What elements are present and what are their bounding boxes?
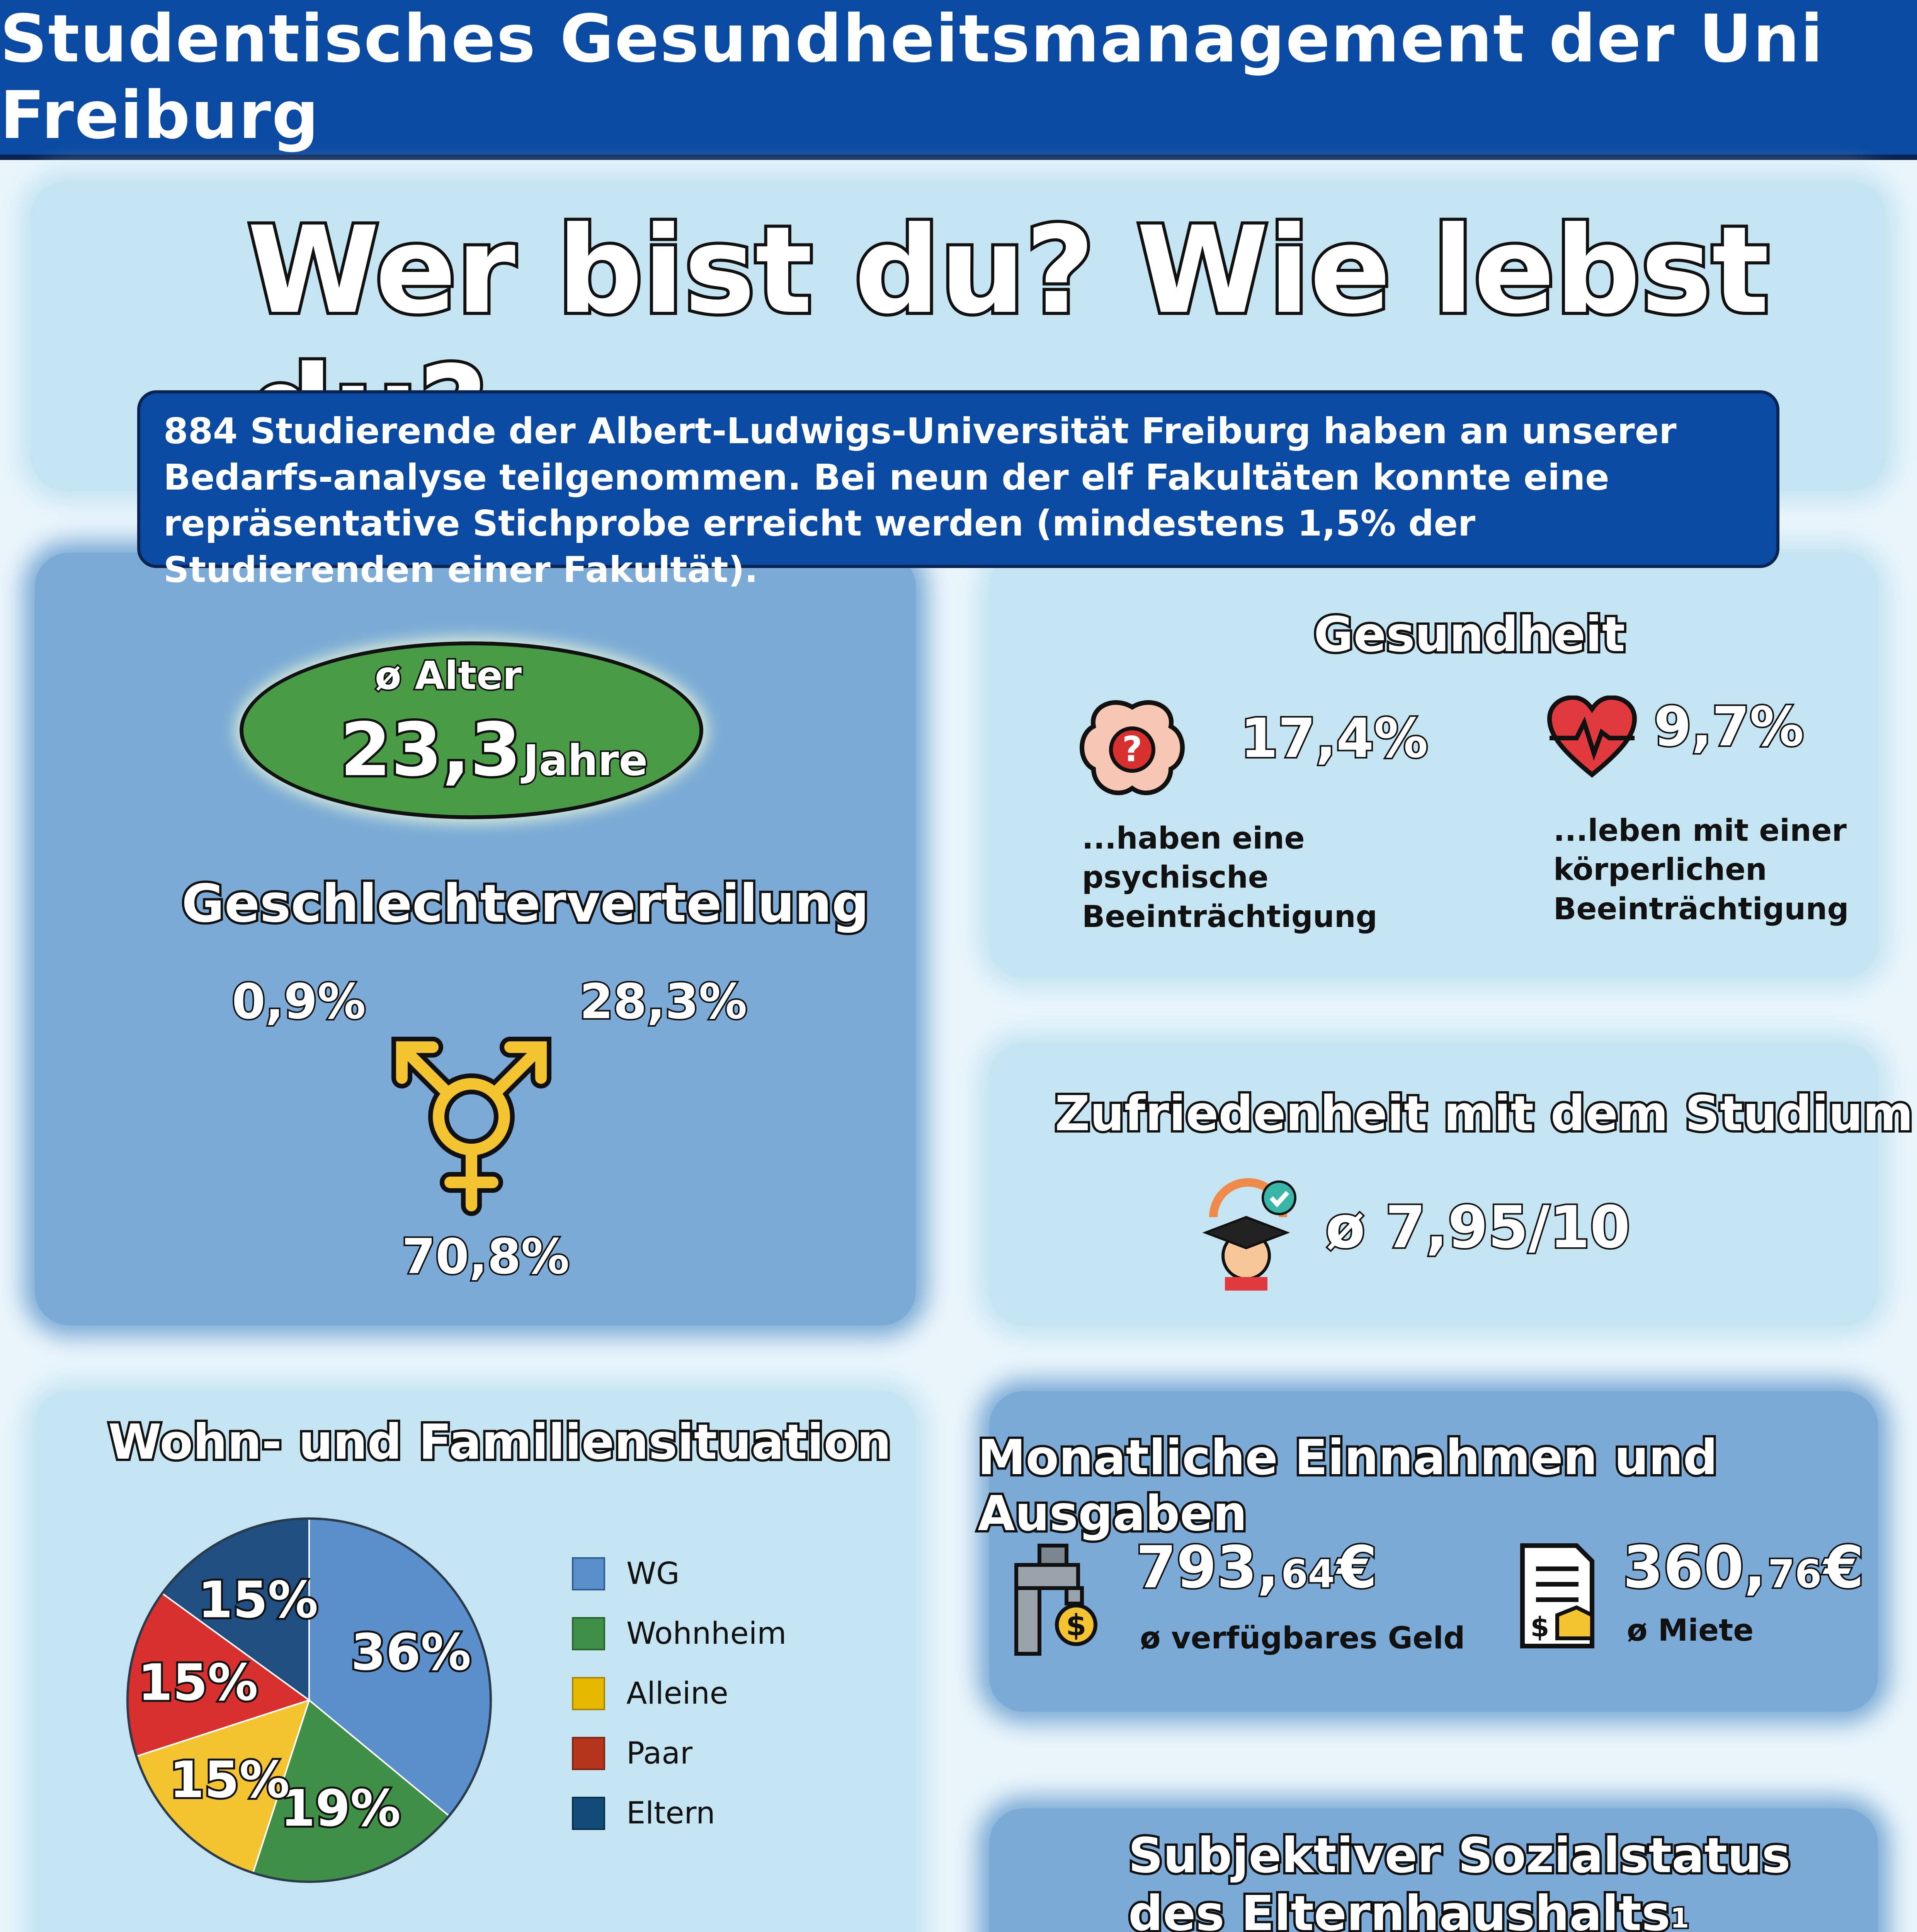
health-title: Gesundheit (1314, 607, 1625, 663)
brain-icon (1074, 696, 1190, 804)
social-title-2: des Elternhaushalts (1128, 1886, 1670, 1932)
legend-swatch (572, 1797, 605, 1830)
money-value-row (1136, 1534, 1377, 1601)
social-title-2-row (1128, 1886, 1689, 1932)
pie-label-alleine: 15% (169, 1750, 290, 1810)
header-bar (0, 0, 1917, 160)
health-psychic-label: ...haben eine psychische Beeinträchtigung (1082, 821, 1378, 934)
pie-label-eltern: 15% (198, 1570, 318, 1629)
housing-pie-chart (116, 1507, 502, 1893)
rent-label: ø Miete (1627, 1613, 1754, 1648)
health-physical-label: ...leben mit einer körperlichen Beeinträchtigung (1553, 813, 1849, 927)
social-title-1: Subjektiver Sozialstatus (1128, 1828, 1791, 1884)
rent-document-icon (1515, 1542, 1600, 1650)
pie-label-wg: 36% (351, 1622, 471, 1682)
satisfaction-value: ø 7,95/10 (1325, 1194, 1630, 1261)
money-cents: 64 (1281, 1551, 1335, 1597)
housing-legend (572, 1544, 786, 1843)
age-unit: Jahre (523, 736, 648, 785)
satisfaction-title: Zufriedenheit mit dem Studium (1055, 1086, 1914, 1142)
legend-label-paar: Paar (626, 1736, 693, 1771)
rent-value-row (1623, 1534, 1864, 1601)
gender-title: Geschlechterverteilung (182, 873, 869, 934)
money-currency: € (1337, 1534, 1377, 1601)
pie-label-wohnheim: 19% (280, 1779, 401, 1838)
legend-swatch (572, 1737, 605, 1770)
legend-item-paar (572, 1723, 786, 1783)
gender-symbol-icon (379, 1028, 564, 1221)
health-psychic-text (1082, 819, 1468, 937)
legend-item-wg (572, 1544, 786, 1604)
health-physical-text (1553, 811, 1855, 929)
gender-diverse-value: 0,9% (232, 974, 366, 1030)
gender-female-value: 70,8% (402, 1229, 570, 1285)
age-label: ø Alter (375, 653, 522, 698)
social-footnote-mark: 1 (1670, 1902, 1689, 1932)
age-value: 23,3 (340, 707, 521, 793)
legend-label-alleine: Alleine (626, 1676, 728, 1711)
svg-text:$: $ (1066, 1608, 1087, 1642)
legend-swatch (572, 1557, 605, 1590)
heart-icon (1546, 696, 1638, 781)
age-value-row (340, 707, 648, 793)
faucet-coin-icon (1009, 1538, 1101, 1658)
header-title: Studentisches Gesundheitsmanagement der Uni Freiburg (0, 1, 1824, 154)
legend-label-wg: WG (626, 1556, 680, 1591)
svg-text:?: ? (1122, 729, 1143, 770)
finance-title: Monatliche Einnahmen und Ausgaben (978, 1430, 1718, 1542)
rent-currency: € (1823, 1534, 1864, 1601)
main-title: Wer bist du? Wie lebst (247, 201, 1769, 340)
legend-item-wohnheim (572, 1604, 786, 1663)
money-value: 793, (1136, 1534, 1279, 1601)
legend-item-alleine (572, 1663, 786, 1723)
health-physical-value: 9,7% (1654, 696, 1804, 759)
legend-label-eltern: Eltern (626, 1796, 715, 1831)
legend-swatch (572, 1677, 605, 1710)
rent-cents: 76 (1768, 1551, 1822, 1597)
health-psychic-value: 17,4% (1240, 707, 1428, 770)
legend-swatch (572, 1617, 605, 1650)
housing-title: Wohn- und Familiensituation (108, 1414, 891, 1470)
legend-item-eltern (572, 1783, 786, 1843)
gender-male-value: 28,3% (580, 974, 747, 1030)
pie-label-paar: 15% (138, 1653, 258, 1712)
money-label: ø verfügbares Geld (1140, 1621, 1465, 1656)
intro-box: 884 Studierende der Albert-Ludwigs-Universität Freiburg haben an unserer Bedarfs-analyse teilgenommen. Bei neun der elf Fakultäten konnte eine repräsentative Stichprobe erreicht werden (mindestens 1,5% der Studierenden einer Fakultät). (137, 390, 1779, 568)
rent-value: 360, (1623, 1534, 1766, 1601)
svg-text:$: $ (1530, 1611, 1550, 1643)
graduate-icon (1198, 1175, 1298, 1291)
legend-label-wohnheim: Wohnheim (626, 1616, 787, 1651)
